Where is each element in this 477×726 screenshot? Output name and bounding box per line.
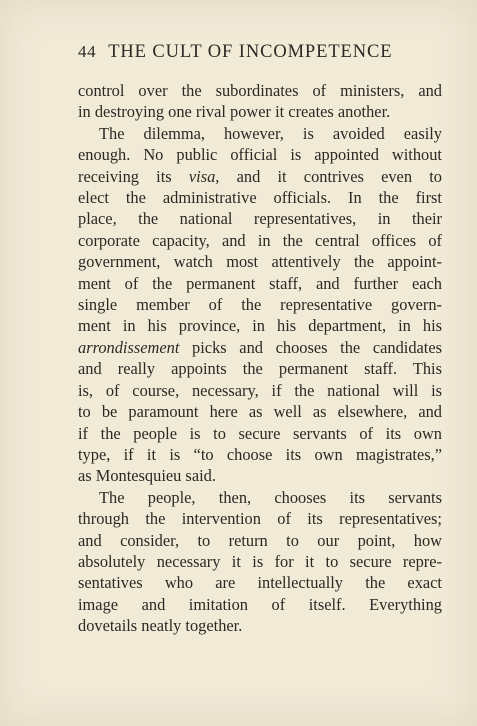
text-line [78, 166, 442, 187]
text-line: and really appoints the permanent staff. This [78, 359, 442, 379]
italic-text: arrondissement [78, 337, 180, 357]
text-line: ment in his province, in his department, in his [78, 316, 442, 336]
text-line: The dilemma, however, is avoided easily [99, 123, 442, 143]
text-line: is, of course, necessary, if the national will is [78, 380, 442, 400]
text-line: sentatives who are intellectually the exact [78, 573, 442, 593]
text-line [78, 337, 442, 358]
text-line: ment of the permanent staff, and further each [78, 273, 442, 293]
text-line: elect the administrative officials. In the first [78, 188, 442, 208]
text-line: corporate capacity, and in the central offices of [78, 230, 442, 250]
body-text [78, 80, 442, 637]
page-header [78, 42, 440, 68]
text-line: in destroying one rival power it creates another. [78, 102, 391, 122]
text-segment: and it contrives even to [219, 166, 442, 186]
running-head: THE CULT OF INCOMPETENCE [108, 42, 393, 62]
italic-text: visa, [188, 166, 220, 186]
text-line: if the people is to secure servants of its own [78, 423, 442, 443]
text-line: through the intervention of its representatives; [78, 509, 442, 529]
text-line: as Montesquieu said. [78, 466, 216, 486]
text-line: government, watch most attentively the appoint- [78, 252, 442, 272]
text-line: and consider, to return to our point, how [78, 530, 442, 550]
page-number: 44 [78, 42, 97, 61]
text-line: absolutely necessary it is for it to secure repre- [78, 551, 442, 571]
text-line: single member of the representative govern- [78, 295, 442, 315]
text-line: image and imitation of itself. Everything [78, 594, 442, 614]
text-line: The people, then, chooses its servants [99, 487, 442, 507]
text-line: type, if it is “to choose its own magistrates,” [78, 444, 442, 464]
text-segment: picks and chooses the candidates [179, 337, 442, 357]
text-line: dovetails neatly together. [78, 616, 243, 636]
text-line: to be paramount here as well as elsewhere, and [78, 402, 442, 422]
text-segment: receiving its [78, 166, 189, 186]
text-line: control over the subordinates of ministers, and [78, 81, 442, 100]
text-line: place, the national representatives, in their [78, 209, 442, 229]
text-line: enough. No public official is appointed without [78, 145, 442, 165]
